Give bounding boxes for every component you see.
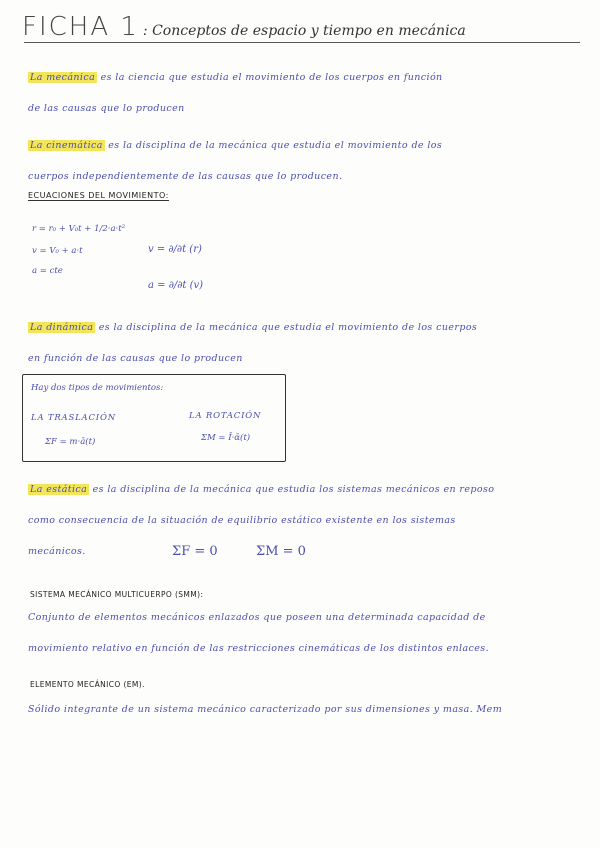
paragraph-dinamica [28,312,576,374]
equation-acceleration-derivative: a = ∂/∂t (v) [148,280,204,291]
term-cinematica: La cinemática [30,140,103,151]
box-rotacion: LA ROTACIÓN [189,411,262,421]
title-underline [24,42,580,43]
text-line: de las causas que lo producen [28,103,185,114]
box-traslacion-equation: ΣF = m·ā(t) [45,437,96,447]
text-line: Sólido integrante de un sistema mecánico caracterizado por sus dimensiones y masa. Mem [28,704,503,715]
text-line: como consecuencia de la situación de equilibrio estático existente en los sistemas [28,515,456,526]
text-line: movimiento relativo en función de las restricciones cinemáticas de los distintos enlaces. [28,643,489,654]
paragraph-sistema [28,602,576,664]
text-line: en función de las causas que lo producen [28,353,243,364]
term-estatica: La estática [30,484,88,495]
text-line: es la disciplina de la mecánica que estudia el movimiento de los cuerpos [95,322,478,333]
page-title [22,12,582,46]
section-title-sistema: SISTEMA MECÁNICO MULTICUERPO (SMM): [30,590,204,599]
section-title-elemento: ELEMENTO MECÁNICO (EM). [30,680,145,689]
text-line: mecánicos. [28,546,86,557]
paragraph-cinematica [28,130,576,192]
term-dinamica: La dinámica [30,322,94,333]
equation-position: r = r₀ + V₀t + 1/2·a·t² [32,224,126,234]
text-line: es la ciencia que estudia el movimiento de los cuerpos en función [97,72,443,83]
equation-velocity: v = V₀ + a·t [32,246,83,256]
movement-types-box [22,374,286,462]
box-rotacion-equation: ΣM = Ī·ᾱ(t) [201,433,251,443]
text-line: es la disciplina de la mecánica que estudia los sistemas mecánicos en reposo [89,484,495,495]
text-line: Conjunto de elementos mecánicos enlazados que poseen una determinada capacidad de [28,612,486,623]
box-traslacion: LA TRASLACIÓN [31,413,116,423]
equation-acceleration: a = cte [32,266,63,276]
sum-forces-equation: ΣF = 0 [172,544,218,559]
text-line: es la disciplina de la mecánica que estudia el movimiento de los [104,140,443,151]
term-mecanica: La mecánica [30,72,96,83]
paragraph-mecanica [28,62,576,124]
title-subtitle: : Conceptos de espacio y tiempo en mecánica [142,23,466,39]
sum-moments-equation: ΣM = 0 [256,544,306,559]
box-intro: Hay dos tipos de movimientos: [31,383,164,393]
section-title-ecuaciones: ECUACIONES DEL MOVIMIENTO: [28,191,169,200]
paragraph-elemento [28,694,576,725]
text-line: cuerpos independientemente de las causas que lo producen. [28,171,343,182]
title-main: FICHA 1 [22,12,139,42]
equation-velocity-derivative: v = ∂/∂t (r) [148,244,202,255]
